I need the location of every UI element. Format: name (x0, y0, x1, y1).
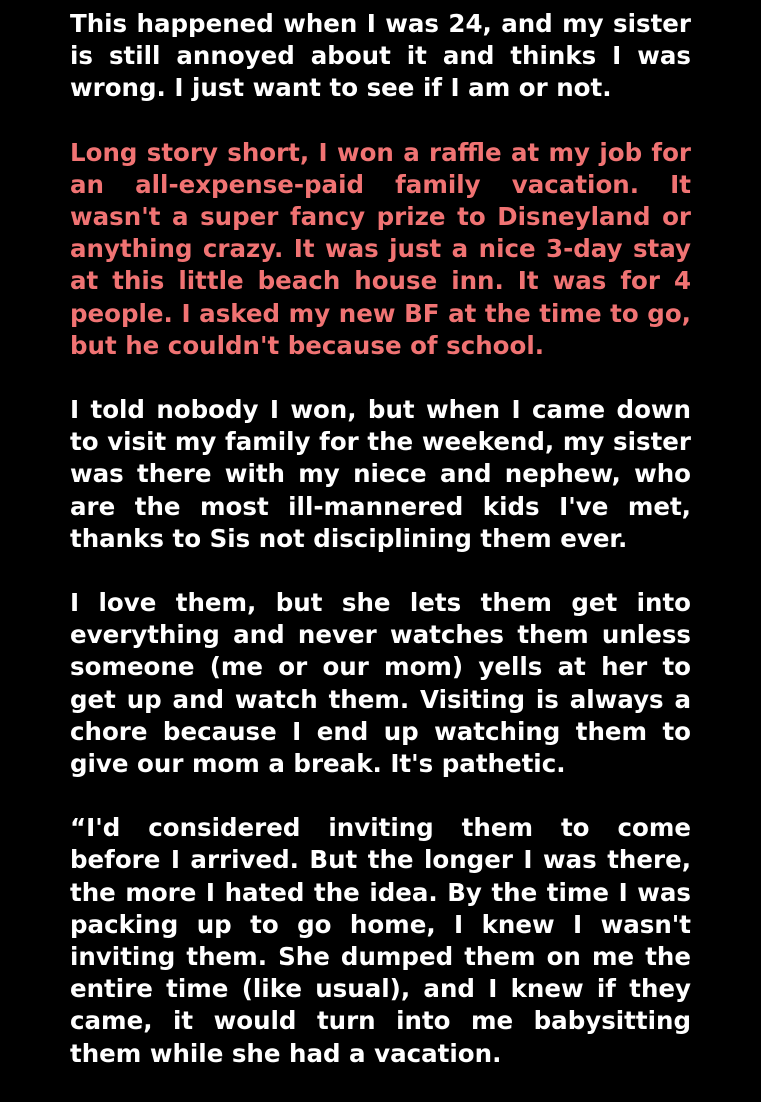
paragraph-decision: “I'd considered inviting them to come before I arrived. But the longer I was there, the more I hated the idea. By the time I was packing up to go home, I knew I wasn't inviting them. She dumped them on me the entire time (like usual), and I knew if they came, it would turn into me babysitting them while she had a vacation. (70, 813, 691, 1068)
story-text (70, 8, 691, 1102)
paragraph-intro: This happened when I was 24, and my sister is still annoyed about it and thinks I was wrong. I just want to see if I am or not. (70, 9, 691, 103)
paragraph-visit: I told nobody I won, but when I came down to visit my family for the weekend, my sister was there with my niece and nephew, who are the most ill-mannered kids I've met, thanks to Sis not disciplining them ever. (70, 395, 691, 553)
paragraph-raffle-highlighted: Long story short, I won a raffle at my job for an all-expense-paid family vacation. It wasn't a super fancy prize to Disneyland or anything crazy. It was just a nice 3-day stay at this little beach house inn. It was for 4 people. I asked my new BF at the time to go, but he couldn't because of school. (70, 137, 691, 360)
paragraph-kids: I love them, but she lets them get into everything and never watches them unless someone (me or our mom) yells at her to get up and watch them. Visiting is always a chore because I end up watching them to give our mom a break. It's pathetic. (70, 588, 691, 779)
